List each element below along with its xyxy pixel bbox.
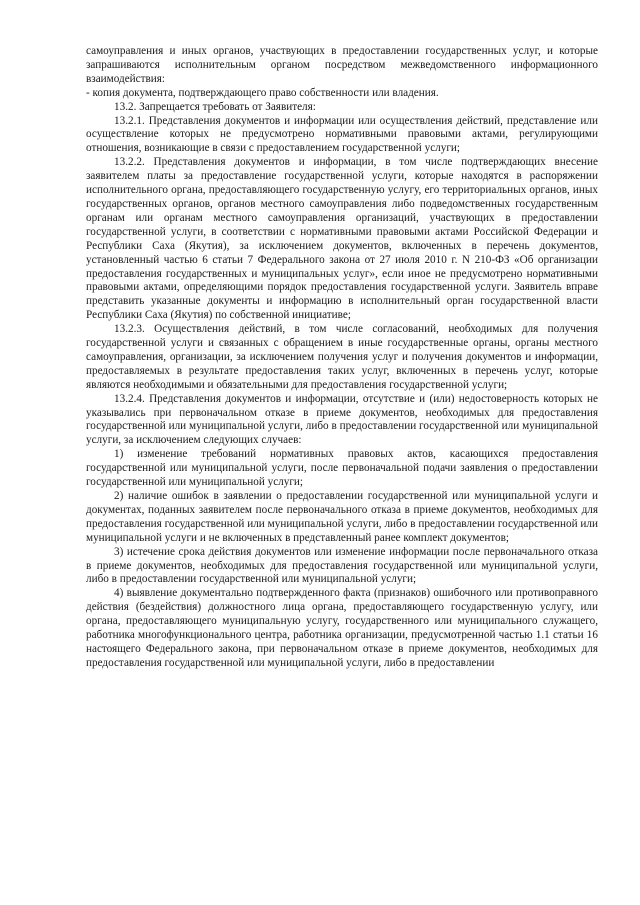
paragraph-case-1: 1) изменение требований нормативных правовых актов, касающихся предоставления государственной или муниципальной услуги, после первоначальной подачи заявления о предоставлении государственной или муниципальной услуги; [86, 448, 598, 489]
paragraph-case-3: 3) истечение срока действия документов или изменение информации после первоначального отказа в приеме документов, необходимых для предоставления государственной или муниципальной услуги, либо в предоставлении государственной или муниципальной услуги; [86, 545, 598, 586]
paragraph-case-2: 2) наличие ошибок в заявлении о предоставлении государственной или муниципальной услуги и документах, поданных заявителем после первоначального отказа в приеме документов, необходимых для предоставления государственной или муниципальной услуги, либо в предоставлении государственной или муниципальной услуги и не включенных в представленный ранее комплект документов; [86, 490, 598, 544]
paragraph-13-2-3: 13.2.3. Осуществления действий, в том числе согласований, необходимых для получения государственной услуги и связанных с обращением в иные государственные органы, органы местного самоуправления, организации, за исключением получения услуг и получения документов и информации, предоставляемых в результате предоставления таких услуг, включенных в перечень услуг, которые являются необходимыми и обязательными для предоставления государственной услуги; [86, 323, 598, 391]
paragraph-13-2-2: 13.2.2. Представления документов и информации, в том числе подтверждающих внесение заявителем платы за предоставление государственной услуги, которые находятся в распоряжении исполнительного органа, предоставляющего государственную услугу, его территориальных органов, иных государственных органов, органов местного самоуправления либо подведомственных государственным органам или органам местного самоуправления организаций, участвующих в предоставлении государственной услуги, в соответствии с нормативными правовыми актами Российской Федерации и Республики Саха (Якутия), за исключением документов, включенных в перечень документов, установленный частью 6 статьи 7 Федерального закона от 27 июля 2010 г. N 210-ФЗ «Об организации предоставления государственных и муниципальных услуг», если иное не предусмотрено нормативными правовыми актами, определяющими порядок предоставления государственной услуги. Заявитель вправе представить указанные документы и информацию в исполнительный орган государственной власти Республики Саха (Якутия) по собственной инициативе; [86, 156, 598, 322]
paragraph-case-4: 4) выявление документально подтвержденного факта (признаков) ошибочного или противоправного действия (бездействия) должностного лица органа, предоставляющего государственную услугу, или органа, предоставляющего муниципальную услугу, государственного или муниципального служащего, работника многофункционального центра, работника организации, предусмотренной частью 1.1 статьи 16 настоящего Федерального закона, при первоначальном отказе в приеме документов, необходимых для предоставления государственной или муниципальной услуги, либо в предоставлении [86, 587, 598, 669]
paragraph-13-2-4: 13.2.4. Представления документов и информации, отсутствие и (или) недостоверность которых не указывались при первоначальном отказе в приеме документов, необходимых для предоставления государственной или муниципальной услуги, либо в предоставлении государственной или муниципальной услуги, за исключением следующих случаев: [86, 392, 598, 447]
paragraph-ownership-copy: - копия документа, подтверждающего право собственности или владения. [86, 86, 439, 99]
document-body [86, 45, 598, 671]
paragraph-13-2-1: 13.2.1. Представления документов и информации или осуществления действий, представление или осуществление которых не предусмотрено нормативными правовыми актами, регулирующими отношения, возникающие в связи с предоставлением государственной услуги; [86, 114, 598, 155]
paragraph-13-2: 13.2. Запрещается требовать от Заявителя: [114, 100, 316, 113]
paragraph-continuation: самоуправления и иных органов, участвующих в предоставлении государственных услуг, и которые запрашиваются исполнительным органом посредством межведомственного информационного взаимодействия: [86, 45, 598, 85]
